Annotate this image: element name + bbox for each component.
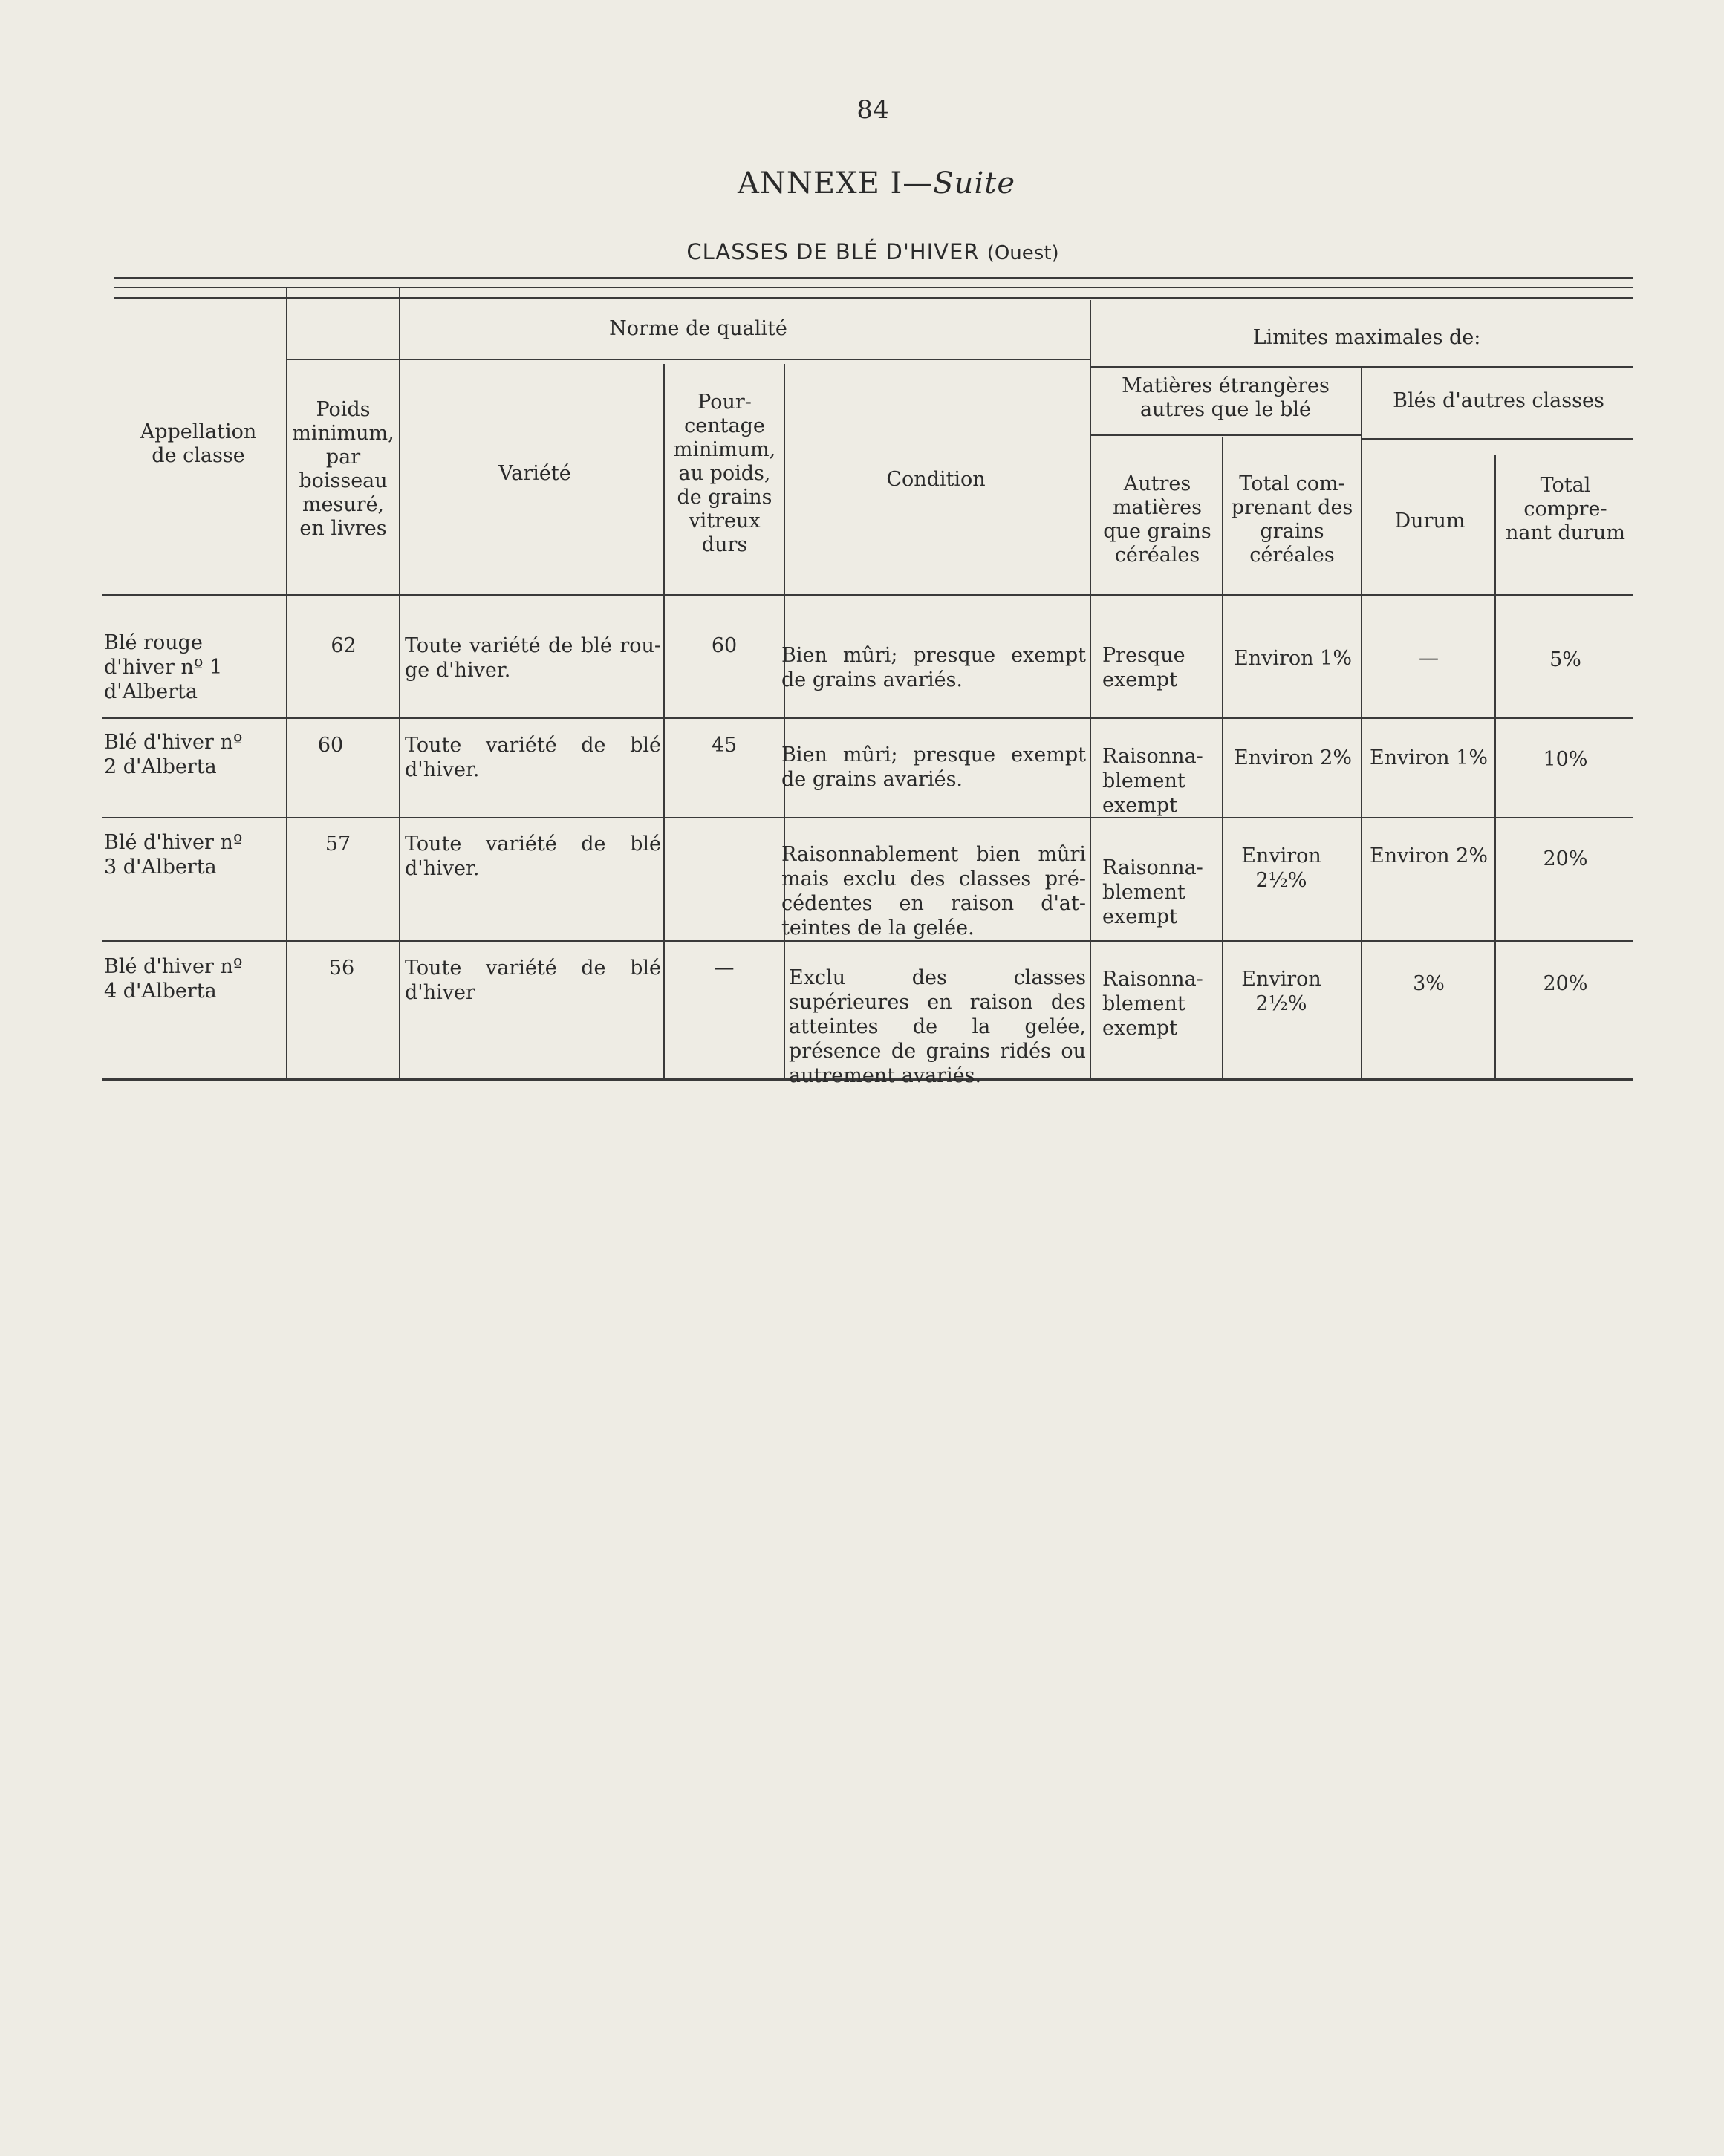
row4-total-durum: 20% (1543, 972, 1588, 995)
row2-pourcentage: 45 (711, 734, 738, 757)
row3-total-durum: 20% (1543, 847, 1588, 870)
row4-total-cereales: Environ 2½% (1241, 968, 1321, 1015)
row1-condition: Bien mûri; presque exempt de grains avariés. (781, 644, 1086, 691)
header-total-durum: Total compre- nant durum (1506, 474, 1625, 544)
row4-condition: Exclu des classes supérieures en raison des atteintes de la gelée, présence de grains ridés ou autrement avariés. (789, 966, 1086, 1087)
row3-durum: Environ 2% (1370, 844, 1488, 867)
header-poids: Poids minimum, par boisseau mesuré, en livres (292, 398, 394, 540)
row1-durum: — (1419, 647, 1439, 670)
row2-total-durum: 10% (1543, 748, 1588, 771)
header-line-bles (1361, 438, 1633, 440)
header-variete: Variété (498, 462, 571, 485)
col-sep-1 (286, 287, 287, 1080)
row1-appellation: Blé rouge d'hiver nº 1 d'Alberta (104, 631, 223, 703)
table-top-rule-3 (114, 297, 1633, 299)
row2-appellation: Blé d'hiver nº 2 d'Alberta (104, 731, 243, 778)
col-sep-8 (1494, 455, 1496, 1080)
row3-autres-matieres: Raisonna- blement exempt (1102, 856, 1203, 928)
row3-condition: Raisonnablement bien mûri mais exclu des classes pré- cédentes en raison d'at- teintes de la gelée. (781, 843, 1086, 939)
header-condition: Condition (886, 468, 986, 491)
annex-title (0, 166, 1724, 201)
col-sep-3 (663, 364, 665, 1080)
header-limites: Limites maximales de: (1252, 326, 1481, 349)
table-title (0, 239, 1724, 264)
col-sep-4 (784, 364, 785, 1080)
row4-autres-matieres: Raisonna- blement exempt (1102, 968, 1203, 1040)
header-line-limites (1090, 366, 1633, 368)
row-sep-3 (102, 940, 1633, 942)
row2-total-cereales: Environ 2% (1234, 746, 1352, 769)
row1-poids: 62 (331, 634, 357, 657)
table-title-main: CLASSES DE BLÉ D'HIVER (686, 239, 980, 264)
row3-appellation: Blé d'hiver nº 3 d'Alberta (104, 831, 243, 879)
header-bottom-line (102, 594, 1633, 596)
row1-total-cereales: Environ 1% (1234, 647, 1352, 670)
row1-total-durum: 5% (1549, 648, 1581, 671)
row1-variete: Toute variété de blé rou- ge d'hiver. (405, 634, 661, 682)
header-norme: Norme de qualité (609, 317, 787, 340)
table-title-region: (Ouest) (986, 242, 1059, 264)
col-sep-6 (1222, 437, 1223, 1080)
row1-autres-matieres: Presque exempt (1102, 644, 1185, 691)
page-number: 84 (856, 95, 889, 125)
table-top-rule-2 (114, 287, 1633, 288)
col-sep-7 (1361, 368, 1362, 1080)
row4-poids: 56 (328, 957, 355, 980)
header-durum: Durum (1394, 509, 1466, 533)
header-pourcentage: Pour- centage minimum, au poids, de grains vitreux durs (673, 391, 776, 556)
row3-variete: Toute variété de blé d'hiver. (405, 833, 661, 880)
col-sep-2 (399, 287, 400, 1080)
row2-condition: Bien mûri; presque exempt de grains avariés. (781, 743, 1086, 791)
row-sep-2 (102, 817, 1633, 818)
header-bles-autres: Blés d'autres classes (1393, 389, 1604, 412)
header-autres-matieres: Autres matières que grains céréales (1103, 472, 1211, 567)
row3-poids: 57 (325, 833, 351, 856)
row2-variete: Toute variété de blé d'hiver. (405, 734, 661, 781)
row4-pourcentage: — (714, 957, 735, 980)
row-sep-1 (102, 717, 1633, 719)
table-top-rule (114, 277, 1633, 279)
row3-total-cereales: Environ 2½% (1241, 844, 1321, 892)
header-matieres: Matières étrangères autres que le blé (1122, 374, 1330, 421)
col-sep-5 (1090, 300, 1091, 1080)
header-appellation: Appellation de classe (140, 420, 257, 467)
annex-title-suffix: Suite (933, 166, 1015, 201)
row4-appellation: Blé d'hiver nº 4 d'Alberta (104, 955, 243, 1003)
row2-poids: 60 (317, 734, 344, 757)
row1-pourcentage: 60 (711, 634, 738, 657)
header-line-matieres (1090, 434, 1361, 436)
header-total-cereales: Total com- prenant des grains céréales (1231, 472, 1353, 567)
row4-durum: 3% (1413, 972, 1445, 995)
row2-autres-matieres: Raisonna- blement exempt (1102, 745, 1203, 817)
row4-variete: Toute variété de blé d'hiver (405, 957, 661, 1004)
row2-durum: Environ 1% (1370, 746, 1488, 769)
header-line-norme (286, 359, 1090, 360)
annex-title-main: ANNEXE I— (738, 166, 934, 201)
